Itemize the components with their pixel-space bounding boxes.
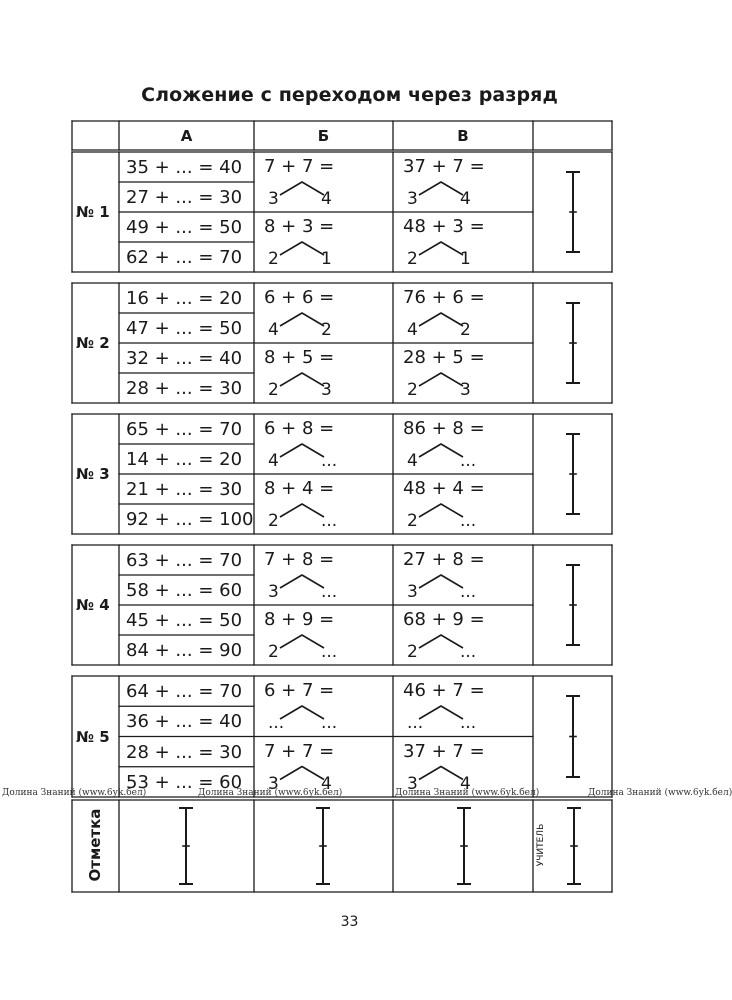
decomposition-branch (280, 575, 324, 588)
group-4-a-equation: 58 + ... = 60 (126, 580, 243, 601)
group-1-b-right-part: 4 (321, 189, 332, 209)
group-5-a-equation: 28 + ... = 30 (126, 741, 243, 763)
decomposition-branch (280, 444, 324, 457)
decomposition-branch (280, 242, 324, 255)
column-header-2: Б (317, 127, 330, 145)
group-3-a-equation: 65 + ... = 70 (126, 419, 243, 440)
group-3-b-right-part: ... (321, 451, 338, 471)
group-2-v-left-part: 2 (407, 380, 418, 400)
group-2-b-right-part: 3 (321, 380, 332, 400)
group-2-v-equation: 76 + 6 = (403, 287, 485, 308)
group-1-label: № 1 (76, 203, 110, 221)
group-3-a-equation: 14 + ... = 20 (126, 449, 243, 470)
group-3-v-equation: 48 + 4 = (403, 478, 485, 499)
decomposition-branch (419, 635, 463, 648)
group-5-b-right-part: ... (321, 713, 338, 733)
decomposition-branch (419, 504, 463, 517)
column-header-1: А (180, 127, 193, 145)
watermark-1: Долина Знаний (www.6уk.бел) (2, 788, 147, 798)
group-4-b-equation: 8 + 9 = (264, 609, 335, 630)
group-5-a-equation: 53 + ... = 60 (126, 771, 243, 793)
group-2-a-equation: 16 + ... = 20 (126, 288, 243, 309)
group-2-b-left-part: 4 (268, 320, 279, 340)
group-1-a-equation: 62 + ... = 70 (126, 247, 243, 268)
group-1-b-equation: 7 + 7 = (264, 156, 335, 177)
group-4-v-left-part: 2 (407, 642, 418, 662)
watermark-3: Долина Знаний (www.6уk.бел) (395, 788, 540, 798)
group-4-v-equation: 27 + 8 = (403, 549, 485, 570)
group-1-v-equation: 48 + 3 = (403, 216, 485, 237)
group-5-label: № 5 (76, 727, 110, 746)
group-2-a-equation: 28 + ... = 30 (126, 378, 243, 399)
group-4-b-left-part: 3 (268, 582, 279, 602)
decomposition-branch (419, 767, 463, 780)
group-3-v-left-part: 2 (407, 511, 418, 531)
group-2-a-equation: 47 + ... = 50 (126, 318, 243, 339)
group-2-b-equation: 8 + 5 = (264, 347, 335, 368)
group-4-v-right-part: ... (460, 642, 477, 662)
group-3-b-left-part: 2 (268, 511, 279, 531)
watermark-4: Долина Знаний (www.6уk.бел) (588, 788, 732, 798)
decomposition-branch (419, 373, 463, 386)
group-3-label: № 3 (76, 465, 110, 483)
group-5-b-left-part: ... (268, 713, 285, 733)
group-1-a-equation: 49 + ... = 50 (126, 217, 243, 238)
group-4-a-equation: 63 + ... = 70 (126, 550, 243, 571)
decomposition-branch (280, 706, 324, 719)
decomposition-branch (280, 313, 324, 326)
group-5-v-right-part: ... (460, 713, 477, 733)
decomposition-branch (419, 313, 463, 326)
group-2-label: № 2 (76, 334, 110, 352)
group-1-a-equation: 35 + ... = 40 (126, 157, 243, 178)
group-4-a-equation: 84 + ... = 90 (126, 640, 243, 661)
group-3-a-equation: 92 + ... = 100 (126, 509, 254, 530)
group-5-a-equation: 64 + ... = 70 (126, 681, 243, 702)
group-5-v-left-part: 3 (407, 773, 418, 794)
decomposition-branch (419, 182, 463, 195)
group-4-b-right-part: ... (321, 582, 338, 602)
group-4-v-equation: 68 + 9 = (403, 609, 485, 630)
group-3-b-right-part: ... (321, 511, 338, 531)
decomposition-branch (280, 182, 324, 195)
group-1-v-left-part: 2 (407, 249, 418, 269)
group-3-v-equation: 86 + 8 = (403, 418, 485, 439)
group-2-v-equation: 28 + 5 = (403, 347, 485, 368)
page-title: Сложение с переходом через разряд (141, 84, 558, 106)
page-number: 33 (340, 914, 359, 930)
group-2-b-right-part: 2 (321, 320, 332, 340)
group-3-a-equation: 21 + ... = 30 (126, 479, 243, 500)
group-4-label: № 4 (76, 596, 110, 614)
group-5-v-right-part: 4 (460, 773, 471, 794)
decomposition-branch (280, 767, 324, 780)
decomposition-branch (280, 635, 324, 648)
group-1-b-right-part: 1 (321, 249, 332, 269)
group-5-v-equation: 46 + 7 = (403, 680, 485, 701)
group-5-v-left-part: ... (407, 713, 424, 733)
decomposition-branch (419, 575, 463, 588)
group-5-v-equation: 37 + 7 = (403, 740, 485, 762)
group-1-a-equation: 27 + ... = 30 (126, 187, 243, 208)
teacher-label: УЧИТЕЛЬ (536, 823, 546, 867)
group-5-b-right-part: 4 (321, 773, 332, 794)
group-1-b-equation: 8 + 3 = (264, 216, 335, 237)
group-4-b-equation: 7 + 8 = (264, 549, 335, 570)
watermark-2: Долина Знаний (www.6уk.бел) (198, 788, 343, 798)
group-5-b-left-part: 3 (268, 773, 279, 794)
group-1-b-left-part: 2 (268, 249, 279, 269)
group-3-b-left-part: 4 (268, 451, 279, 471)
group-5-b-equation: 7 + 7 = (264, 740, 335, 762)
group-5-b-equation: 6 + 7 = (264, 680, 335, 701)
group-5-a-equation: 36 + ... = 40 (126, 711, 243, 733)
group-2-v-right-part: 3 (460, 380, 471, 400)
group-3-v-right-part: ... (460, 511, 477, 531)
group-1-v-right-part: 4 (460, 189, 471, 209)
group-4-b-right-part: ... (321, 642, 338, 662)
decomposition-branch (419, 242, 463, 255)
group-4-v-right-part: ... (460, 582, 477, 602)
group-1-v-left-part: 3 (407, 189, 418, 209)
group-4-v-left-part: 3 (407, 582, 418, 602)
mark-row-label: Отметка (86, 808, 104, 882)
group-3-b-equation: 8 + 4 = (264, 478, 335, 499)
decomposition-branch (419, 706, 463, 719)
group-2-v-right-part: 2 (460, 320, 471, 340)
group-4-b-left-part: 2 (268, 642, 279, 662)
decomposition-branch (280, 504, 324, 517)
decomposition-branch (419, 444, 463, 457)
group-4-a-equation: 45 + ... = 50 (126, 610, 243, 631)
group-3-b-equation: 6 + 8 = (264, 418, 335, 439)
decomposition-branch (280, 373, 324, 386)
group-2-b-equation: 6 + 6 = (264, 287, 335, 308)
group-3-v-left-part: 4 (407, 451, 418, 471)
group-3-v-right-part: ... (460, 451, 477, 471)
group-2-v-left-part: 4 (407, 320, 418, 340)
group-2-b-left-part: 2 (268, 380, 279, 400)
group-1-b-left-part: 3 (268, 189, 279, 209)
group-1-v-equation: 37 + 7 = (403, 156, 485, 177)
group-1-v-right-part: 1 (460, 249, 471, 269)
column-header-3: В (457, 127, 469, 145)
group-2-a-equation: 32 + ... = 40 (126, 348, 243, 369)
